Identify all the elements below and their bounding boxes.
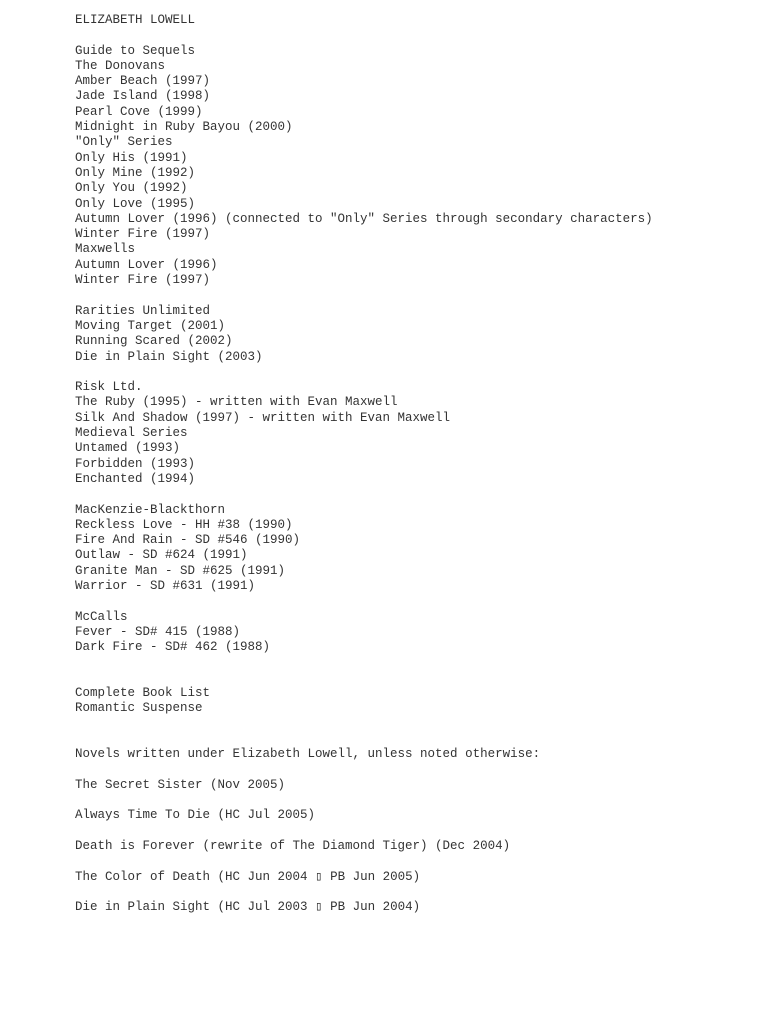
series-title-mackenzie: MacKenzie-Blackthorn <box>75 502 226 517</box>
sequels-heading: Guide to Sequels <box>75 43 196 58</box>
book-entry: Autumn Lover (1996) <box>75 257 218 272</box>
book-entry: Midnight in Ruby Bayou (2000) <box>75 120 293 135</box>
novel-entry: Always Time To Die (HC Jul 2005) <box>75 808 316 823</box>
novel-entry: Death is Forever (rewrite of The Diamond Tiger) (Dec 2004) <box>75 839 511 854</box>
book-entry: Fire And Rain - SD #546 (1990) <box>75 533 301 548</box>
book-entry: Granite Man - SD #625 (1991) <box>75 563 286 578</box>
novel-entry: Die in Plain Sight (HC Jul 2003 ▯ PB Jun 2004) <box>75 900 421 915</box>
book-entry: Only Mine (1992) <box>75 165 196 180</box>
book-entry: Enchanted (1994) <box>75 471 196 486</box>
book-entry: Only Love (1995) <box>75 196 196 211</box>
spacer <box>75 655 755 670</box>
book-entry: Only His (1991) <box>75 150 188 165</box>
book-entry: Moving Target (2001) <box>75 318 226 333</box>
spacer <box>75 365 755 380</box>
novel-entry: The Secret Sister (Nov 2005) <box>75 777 286 792</box>
novel-entry: The Color of Death (HC Jun 2004 ▯ PB Jun 2005) <box>75 869 421 884</box>
spacer <box>75 732 755 747</box>
book-entry: The Ruby (1995) - written with Evan Maxwell <box>75 395 398 410</box>
series-title-medieval: Medieval Series <box>75 426 188 441</box>
book-entry: Dark Fire - SD# 462 (1988) <box>75 640 271 655</box>
genre-subheading: Romantic Suspense <box>75 701 203 716</box>
series-title-rarities: Rarities Unlimited <box>75 303 211 318</box>
intro-note: Novels written under Elizabeth Lowell, unless noted otherwise: <box>75 747 541 762</box>
book-entry: Only You (1992) <box>75 181 188 196</box>
book-entry: Reckless Love - HH #38 (1990) <box>75 517 293 532</box>
spacer <box>75 824 755 839</box>
series-title-donovans: The Donovans <box>75 58 166 73</box>
book-entry: Autumn Lover (1996) (connected to "Only" Series through secondary characters) <box>75 211 653 226</box>
book-entry: Warrior - SD #631 (1991) <box>75 578 256 593</box>
spacer <box>75 717 755 732</box>
spacer <box>75 854 755 869</box>
spacer <box>75 671 755 686</box>
book-entry: Amber Beach (1997) <box>75 74 211 89</box>
spacer <box>75 763 755 778</box>
series-title-risk: Risk Ltd. <box>75 380 143 395</box>
complete-list-heading: Complete Book List <box>75 686 211 701</box>
series-title-mccalls: McCalls <box>75 609 128 624</box>
spacer <box>75 487 755 502</box>
book-entry: Pearl Cove (1999) <box>75 104 203 119</box>
book-entry: Die in Plain Sight (2003) <box>75 349 263 364</box>
book-entry: Untamed (1993) <box>75 441 181 456</box>
book-entry: Winter Fire (1997) <box>75 273 211 288</box>
book-entry: Jade Island (1998) <box>75 89 211 104</box>
book-entry: Fever - SD# 415 (1988) <box>75 624 241 639</box>
book-entry: Silk And Shadow (1997) - written with Evan Maxwell <box>75 410 451 425</box>
spacer <box>75 594 755 609</box>
spacer <box>75 885 755 900</box>
series-title-only: "Only" Series <box>75 135 173 150</box>
spacer <box>75 28 755 43</box>
book-entry: Winter Fire (1997) <box>75 227 211 242</box>
series-title-maxwells: Maxwells <box>75 242 136 257</box>
author-heading: ELIZABETH LOWELL <box>75 13 196 27</box>
book-entry: Running Scared (2002) <box>75 334 233 349</box>
spacer <box>75 288 755 303</box>
document-page <box>75 13 755 916</box>
book-entry: Outlaw - SD #624 (1991) <box>75 548 248 563</box>
book-entry: Forbidden (1993) <box>75 456 196 471</box>
spacer <box>75 793 755 808</box>
